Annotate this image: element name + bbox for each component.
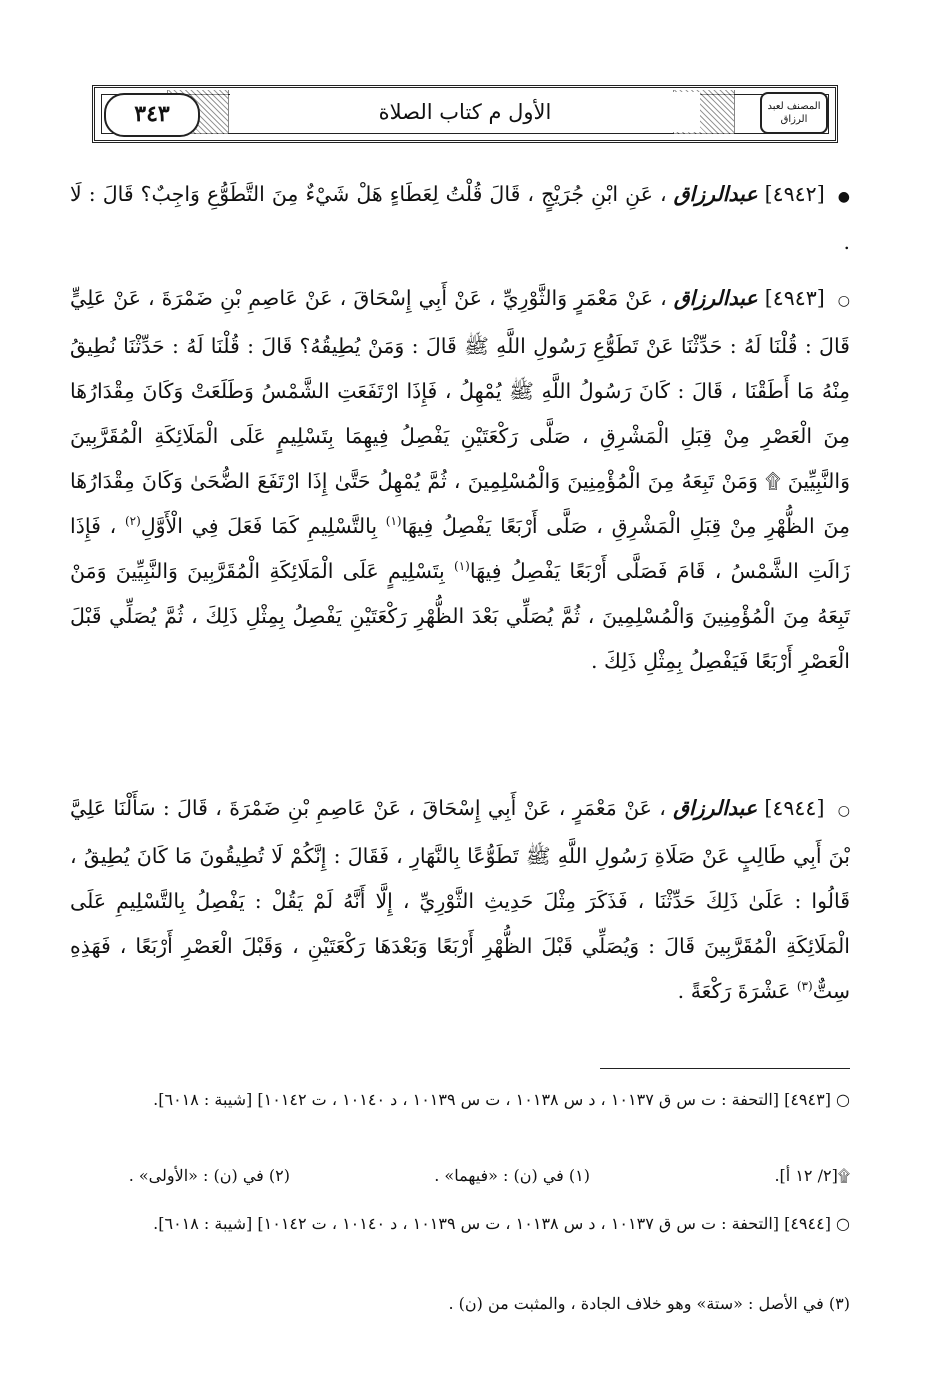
footnote-1: (١) في (ن) : «فيهما» .	[434, 1166, 590, 1185]
hadith-4944	[70, 786, 850, 1014]
manuscript-folio-ref: ۩[٢/ ١٢ أ].	[774, 1166, 850, 1185]
running-title: الأول م كتاب الصلاة	[230, 92, 700, 132]
footnote-3: (٣) في الأصل : «ستة» وهو خلاف الجادة ، والمثبت من (ن) .	[448, 1294, 850, 1313]
footnote-ref: (١)	[454, 559, 470, 574]
hadith-marker: ○	[837, 803, 850, 819]
footnote-ref: (١)	[385, 514, 402, 529]
hadith-number: [٤٩٤٢]	[764, 182, 825, 206]
tuhfa-reference-4944: ○ [٤٩٤٤] [التحفة : ت س ق ١٠١٣٧ ، د س ١٠١٣٨ ، ت س ١٠١٣٩ ، د ١٠١٤٠ ، ت ١٠١٤٢] [شيبة : ٦٠١٨].	[153, 1214, 850, 1233]
hadith-text: ، عَنِ ابْنِ جُرَيْجٍ ، قَالَ قُلْتُ لِعَطَاءٍ هَلْ شَيْءٌ مِنَ التَّطَوُّعِ وَاجِبٌ؟ قَالَ : لَا .	[70, 182, 850, 254]
hadith-text: ، فَإِذَا زَالَتِ الشَّمْسُ ، قَامَ فَصَلَّى أَرْبَعًا يَفْصِلُ فِيهَا	[70, 514, 850, 583]
narrator-name: عبدالرزاق	[673, 796, 758, 820]
footnote-ref: (٣)	[796, 979, 813, 994]
narrator-name: عبدالرزاق	[673, 182, 758, 206]
tuhfa-reference-4943: ○ [٤٩٤٣] [التحفة : ت س ق ١٠١٣٧ ، د س ١٠١٣٨ ، ت س ١٠١٣٩ ، د ١٠١٤٠ ، ت ١٠١٤٢] [شيبة : ٦٠١٨].	[153, 1090, 850, 1109]
hadith-text: ، عَنْ مَعْمَرٍ وَالثَّوْرِيِّ ، عَنْ أَبِي إِسْحَاقَ ، عَنْ عَاصِمِ بْنِ ضَمْرَةَ ، عَنْ عَلِيٍّ قَالَ : قُلْنَا لَهُ : حَدِّثْنَا عَنْ تَطَوُّعِ رَسُولِ اللَّهِ ﷺ قَالَ : وَمَنْ يُطِيقُهُ؟ قَالَ : قُلْنَا لَهُ : حَدِّثْنَا نُطِيقُ مِنْهُ مَا أَطَقْنَا ، قَالَ : كَانَ رَسُولُ اللَّهِ ﷺ يُمْهِلُ ، فَإِذَا ارْتَفَعَتِ الشَّمْسُ وَطَلَعَتْ وَكَانَ مِقْدَارُهَا مِنَ الْعَصْرِ مِنْ قِبَلِ الْمَشْرِقِ ، صَلَّى رَكْعَتَيْنِ يَفْصِلُ فِيهِمَا بِتَسْلِيمٍ عَلَى الْمَلَائِكَةِ الْمُقَرَّبِينَ وَالنَّبِيِّينَ ۩ وَمَنْ تَبِعَهُ مِنَ الْمُؤْمِنِينَ وَالْمُسْلِمِينَ ، ثُمَّ يُمْهِلُ حَتَّىٰ إِذَا ارْتَفَعَ الضُّحَىٰ وَكَانَ مِقْدَارُهَا مِنَ الظُّهْرِ مِنْ قِبَلِ الْمَشْرِقِ ، صَلَّى أَرْبَعًا يَفْصِلُ فِيهَا	[70, 286, 850, 538]
hadith-text: عَشْرَةَ رَكْعَةً .	[677, 979, 791, 1003]
hadith-text: بِتَسْلِيمٍ عَلَى الْمَلَائِكَةِ الْمُقَرَّبِينَ وَالنَّبِيِّينَ وَمَنْ تَبِعَهُ مِنَ الْمُؤْمِنِينَ وَالْمُسْلِمِينَ ، ثُمَّ يُصَلِّي بَعْدَ الظُّهْرِ رَكْعَتَيْنِ يَفْصِلُ بِمِثْلِ ذَلِكَ ، ثُمَّ يُصَلِّي قَبْلَ الْعَصْرِ أَرْبَعًا فَيَفْصِلُ بِمِثْلِ ذَلِكَ .	[70, 559, 850, 673]
book-emblem-logo: المصنف لعبد الرزاق	[760, 92, 828, 134]
hadith-4942	[70, 172, 850, 265]
hadith-number: [٤٩٤٤]	[764, 796, 825, 820]
hadith-text: ، عَنْ مَعْمَرٍ ، عَنْ أَبِي إِسْحَاقَ ، عَنْ عَاصِمِ بْنِ ضَمْرَةَ ، قَالَ : سَأَلْنَا عَلِيَّ بْنَ أَبِي طَالِبٍ عَنْ صَلَاةِ رَسُولِ اللَّهِ ﷺ تَطَوُّعًا بِالنَّهَارِ ، فَقَالَ : إِنَّكُمْ لَا تُطِيقُونَ مَا كَانَ يُطِيقُ ، قَالُوا : عَلَىٰ ذَلِكَ حَدِّثْنَا ، فَذَكَرَ مِثْلَ حَدِيثِ الثَّوْرِيِّ ، إِلَّا أَنَّهُ لَمْ يَقُلْ : يَفْصِلُ بِالتَّسْلِيمِ عَلَى الْمَلَائِكَةِ الْمُقَرَّبِينَ قَالَ : وَيُصَلِّي قَبْلَ الظُّهْرِ أَرْبَعًا وَبَعْدَهَا رَكْعَتَيْنِ ، وَقَبْلَ الْعَصْرِ أَرْبَعًا ، فَهَذِهِ سِتٌّ	[70, 796, 850, 1003]
hadith-marker: ○	[837, 293, 850, 309]
footnote-separator	[600, 1068, 850, 1069]
narrator-name: عبدالرزاق	[673, 286, 758, 310]
footnote-2: (٢) في (ن) : «الأولى» .	[128, 1166, 290, 1185]
page-number: ٣٤٣	[104, 93, 200, 137]
hadith-marker: ●	[837, 189, 850, 205]
hadith-4943	[70, 276, 850, 684]
hadith-number: [٤٩٤٣]	[764, 286, 825, 310]
footnote-ref: (٢)	[124, 514, 141, 529]
hadith-text: بِالتَّسْلِيمِ كَمَا فَعَلَ فِي الْأَوَّلِ	[140, 514, 378, 538]
